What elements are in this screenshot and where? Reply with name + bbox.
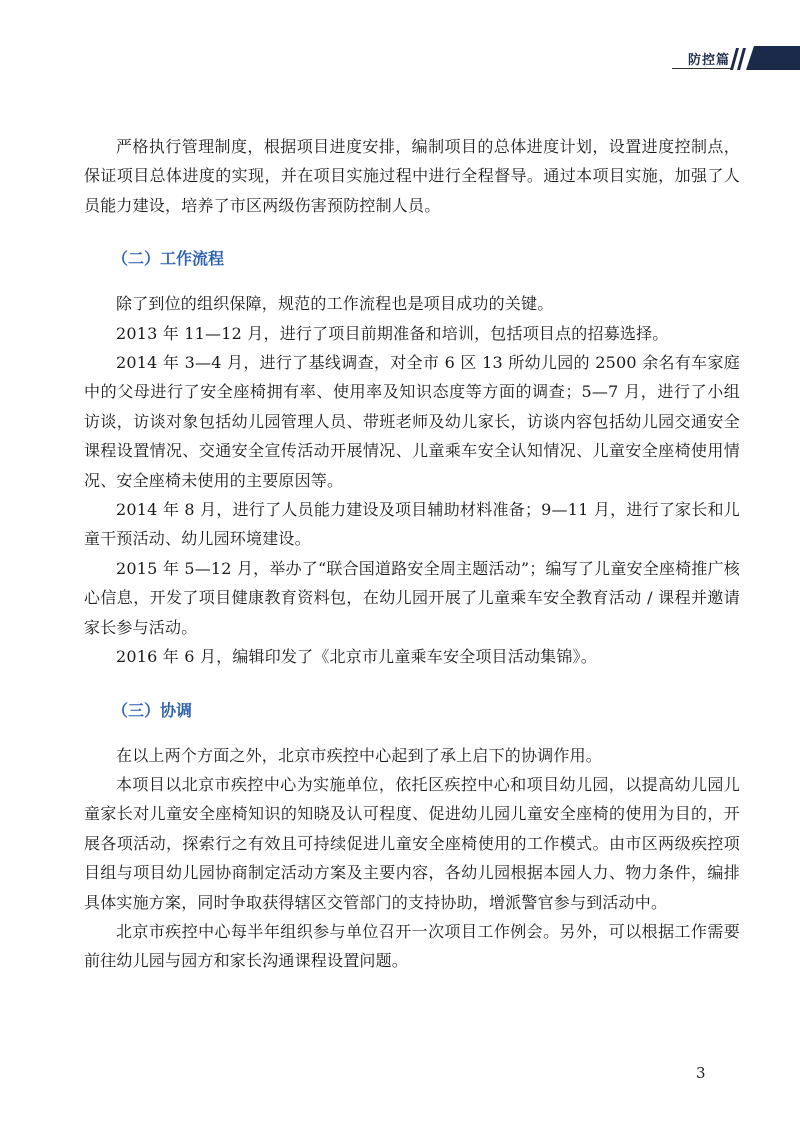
section-label: 防控篇 — [688, 53, 731, 68]
header-stripes-decoration — [726, 44, 800, 70]
workflow-paragraph: 2014 年 8 月，进行了人员能力建设及项目辅助材料准备；9—11 月，进行了家长和儿童干预活动、幼儿园环境建设。 — [84, 500, 740, 549]
workflow-paragraph: 除了到位的组织保障，规范的工作流程也是项目成功的关键。 — [116, 294, 554, 314]
coordination-paragraph: 北京市疾控中心每半年组织参与单位召开一次项目工作例会。另外，可以根据工作需要前往幼儿园与园方和家长沟通课程设置问题。 — [84, 921, 740, 971]
coordination-paragraph: 本项目以北京市疾控中心为实施单位，依托区疾控中心和项目幼儿园，以提高幼儿园儿童家长对儿童安全座椅知识的知晓及认可程度、促进幼儿园儿童安全座椅的使用为目的，开展各项活动，探索行之有效且可持续促进儿童安全座椅使用的工作模式。由市区两级疾控项目组与项目幼儿园协商制定活动方案及主要内容，各幼儿园根据本园人力、物力条件，编排具体实施方案，同时争取获得辖区交管部门的支持协助，增派警官参与到活动中。 — [84, 774, 740, 912]
workflow-paragraph: 2016 年 6 月，编辑印发了《北京市儿童乘车安全项目活动集锦》。 — [116, 647, 597, 667]
workflow-paragraph: 2013 年 11—12 月，进行了项目前期准备和培训，包括项目点的招募选择。 — [116, 323, 669, 343]
intro-paragraph: 严格执行管理制度，根据项目进度安排，编制项目的总体进度计划，设置进度控制点，保证项目总体进度的实现，并在项目实施过程中进行全程督导。通过本项目实施，加强了人员能力建设，培养了市区两级伤害预防控制人员。 — [84, 137, 740, 215]
workflow-paragraph: 2015 年 5—12 月，举办了“联合国道路安全周主题活动”；编写了儿童安全座椅推广核心信息，开发了项目健康教育资料包，在幼儿园开展了儿童乘车安全教育活动 / 课程并邀请家长参与活动。 — [84, 558, 740, 637]
main-content — [84, 132, 740, 976]
header-rule — [672, 68, 732, 69]
section-heading-coordination: （三）协调 — [112, 700, 193, 720]
section-heading-workflow: （二）工作流程 — [112, 249, 225, 269]
workflow-paragraph: 2014 年 3—4 月，进行了基线调查，对全市 6 区 13 所幼儿园的 2500 余名有车家庭中的父母进行了安全座椅拥有率、使用率及知识态度等方面的调查；5—7 月，进行了小组访谈，访谈对象包括幼儿园管理人员、带班老师及幼儿家长，访谈内容包括幼儿园交通安全课程设置情况、交通安全宣传活动开展情况、儿童乘车安全认知情况、儿童安全座椅使用情况、安全座椅未使用的主要原因等。 — [84, 353, 740, 490]
page-number: 3 — [696, 1064, 706, 1082]
coordination-paragraph: 在以上两个方面之外，北京市疾控中心起到了承上启下的协调作用。 — [116, 745, 603, 765]
page-header — [0, 0, 800, 72]
